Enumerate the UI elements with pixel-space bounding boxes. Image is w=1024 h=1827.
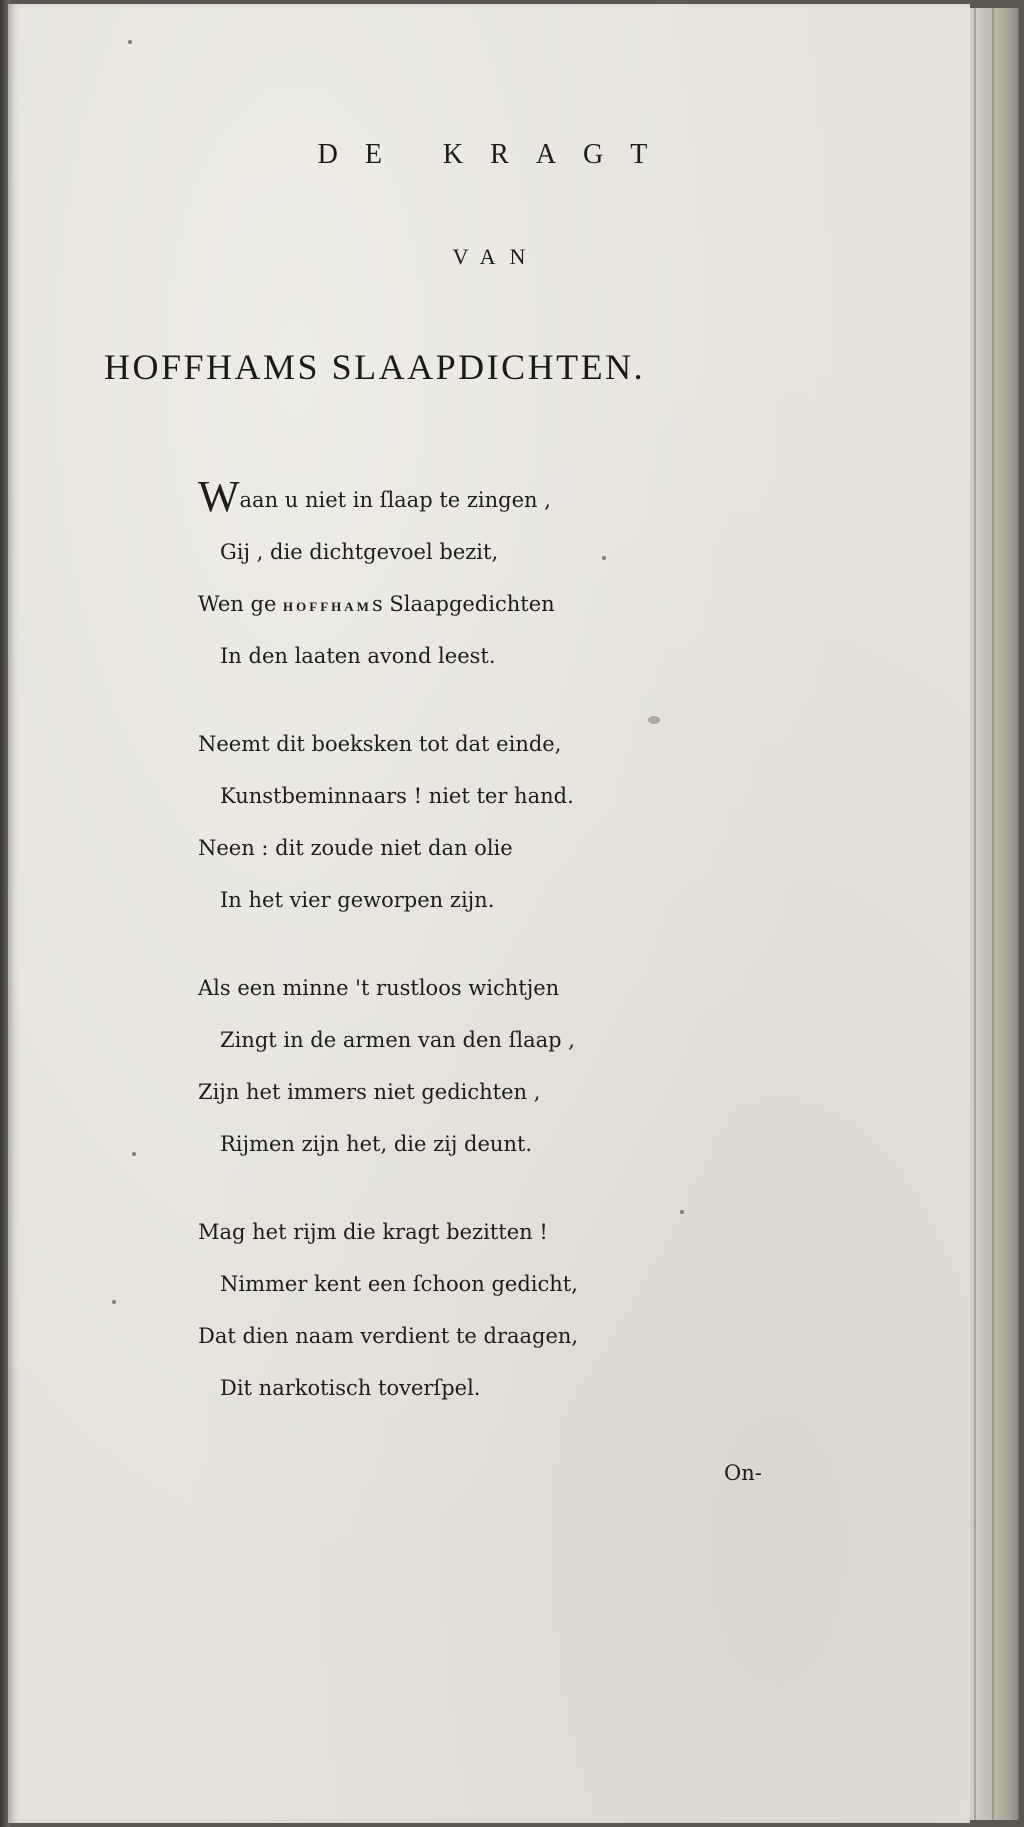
poem-line: Gij , die dichtgevoel bezit, <box>220 540 499 564</box>
paper-speck <box>128 40 132 44</box>
poem-line: Dit narkotisch toverſpel. <box>220 1376 481 1400</box>
paper-speck <box>132 1152 136 1156</box>
stanza-4 <box>198 1206 578 1414</box>
title-line-3: HOFFHAMS SLAAPDICHTEN. <box>104 347 646 387</box>
poem-line: Nimmer kent een ſchoon gedicht, <box>220 1272 578 1296</box>
stanza-2 <box>198 718 578 926</box>
poem-line: In den laaten avond leest. <box>220 644 496 668</box>
poem-line <box>198 578 578 630</box>
author-name-smallcaps: HOFFHAM <box>283 599 372 614</box>
poem <box>198 474 578 1450</box>
poem-line: Neemt dit boeksken tot dat einde, <box>198 732 562 756</box>
page-sheet <box>8 4 970 1823</box>
poem-line-text: aan u niet in ſlaap te zingen , <box>239 488 551 512</box>
poem-line: Rijmen zijn het, die zij deunt. <box>220 1132 533 1156</box>
poem-line: Mag het rijm die kragt bezitten ! <box>198 1220 548 1244</box>
stanza-3 <box>198 962 578 1170</box>
poem-line: Neen : dit zoude niet dan olie <box>198 836 513 860</box>
poem-line <box>198 474 578 526</box>
paper-stain <box>648 716 660 724</box>
title-line-2: VAN <box>452 244 540 269</box>
poem-line: Als een minne 't rustloos wichtjen <box>198 976 560 1000</box>
paper-speck <box>112 1300 116 1304</box>
catchword: On- <box>724 1461 762 1485</box>
paper-speck <box>602 556 606 560</box>
poem-line-text: s Slaapgedichten <box>371 592 555 616</box>
poem-line: Zingt in de armen van den ſlaap , <box>220 1028 575 1052</box>
paper-speck <box>680 1210 684 1214</box>
stanza-1 <box>198 474 578 682</box>
poem-line: Zijn het immers niet gedichten , <box>198 1080 541 1104</box>
poem-line: Kunstbeminnaars ! niet ter hand. <box>220 784 574 808</box>
title-line-1: DE KRAGT <box>317 139 675 170</box>
drop-cap: W <box>198 472 240 521</box>
poem-line: In het vier geworpen zijn. <box>220 888 495 912</box>
poem-line: Dat dien naam verdient te draagen, <box>198 1324 579 1348</box>
poem-line-text: Wen ge <box>198 592 284 616</box>
